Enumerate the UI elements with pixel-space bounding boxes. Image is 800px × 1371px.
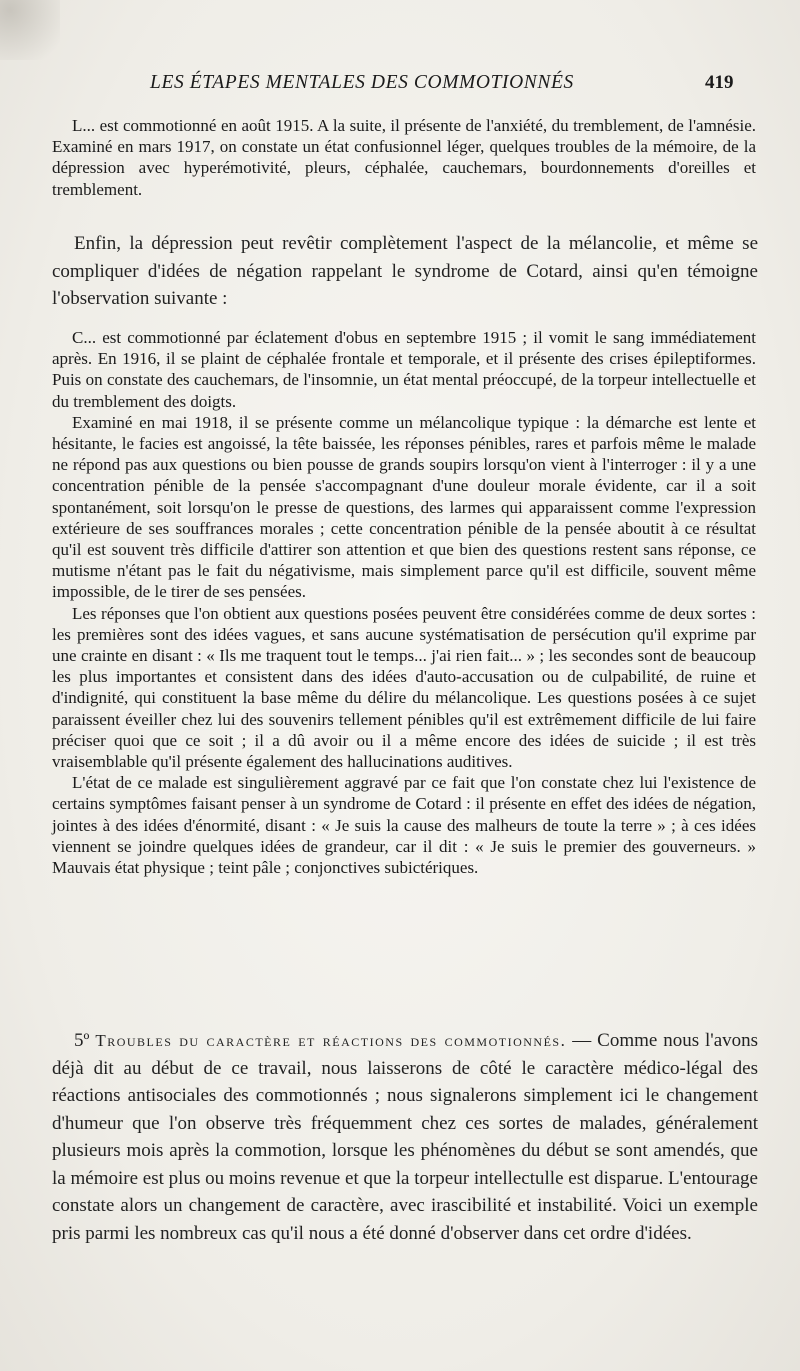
running-head	[0, 72, 800, 100]
section-number: 5º	[74, 1030, 90, 1051]
page-corner-smudge	[0, 0, 60, 60]
observation-c-paragraph-2: Examiné en mai 1918, il se présente comme un mélancolique typique : la démarche est lente et hésitante, le facies est angoissé, la tête baissée, les réponses pénibles, rares et parfois même le malade ne répond pas aux questions ou bien pousse de grands soupirs lorsqu'on vient à l'interroger : il y a une concentration pénible de la pensée s'accompagnant d'une douleur morale évidente, car il a soit spontanément, soit lorsqu'on le presse de questions, des larmes qui apparaissent comme l'expression extérieure de ses souffrances morales ; cette concentration pénible de la pensée aboutit à ce résultat qu'il est souvent très difficile d'attirer son attention et que bien des questions restent sans réponse, ce mutisme n'étant pas le fait du négativisme, mais simplement parce qu'il est difficile, souvent même impossible, de le tirer de ses pensées.	[52, 412, 756, 602]
observation-l	[52, 115, 756, 200]
observation-c-paragraph-1: C... est commotionné par éclatement d'obus en septembre 1915 ; il vomit le sang immédiatement après. En 1916, il se plaint de céphalée frontale et temporale, et il présente des crises épileptiformes. Puis on constate des cauchemars, de l'insomnie, un état mental préoccupé, de la torpeur intellectuelle et du tremblement des doigts.	[52, 328, 756, 411]
section-5	[52, 1027, 758, 1247]
section-body: Comme nous l'avons déjà dit au début de ce travail, nous laisserons de côté le caractère médico-légal des réactions antisociales des commotionnés ; nous signalerons simplement ici le changement d'humeur que l'on observe très fréquemment chez ces sortes de malades, généralement plusieurs mois après la commotion, lorsque les phénomènes du début se sont amendés, que la mémoire est plus ou moins revenue et que la torpeur intellectulle est disparue. L'entourage constate alors un changement de caractère, avec irascibilité et instabilité. Voici un exemple pris parmi les nombreux cas qu'il nous a été donné d'observer dans cet ordre d'idées.	[52, 1030, 759, 1244]
transition-paragraph-block	[52, 230, 758, 313]
running-title: LES ÉTAPES MENTALES DES COMMOTIONNÉS	[150, 72, 574, 93]
transition-paragraph: Enfin, la dépression peut revêtir complètement l'aspect de la mélancolie, et même se compliquer d'idées de négation rappelant le syndrome de Cotard, ainsi qu'en témoigne l'observation suivante :	[52, 233, 758, 309]
observation-l-paragraph: L... est commotionné en août 1915. A la suite, il présente de l'anxiété, du tremblement, de l'amnésie. Examiné en mars 1917, on constate un état confusionnel léger, quelques troubles de la mémoire, de la dépression avec hyperémotivité, pleurs, céphalée, cauchemars, bourdonnements d'oreilles et tremblement.	[52, 116, 756, 199]
section-dash: —	[572, 1030, 592, 1051]
section-5-paragraph	[52, 1027, 758, 1247]
observation-c-paragraph-3: Les réponses que l'on obtient aux questions posées peuvent être considérées comme de deux sortes : les premières sont des idées vagues, et sans aucune systématisation de persécution qu'il exprime par une crainte en disant : « Ils me traquent tout le temps... j'ai rien fait... » ; les secondes sont de beaucoup les plus importantes et consistent dans des idées d'auto-accusation ou de culpabilité, de ruine et d'indignité, qui constituent la base même du délire du mélancolique. Les questions posées à ce sujet paraissent éveiller chez lui des souvenirs tellement pénibles qu'il est extrêmement difficile de lui faire préciser quoi que ce soit ; il a dû avoir ou il a même encore des idées de suicide ; il est très vraisemblable qu'il présente également des hallucinations auditives.	[52, 603, 756, 772]
observation-c-paragraph-4: L'état de ce malade est singulièrement aggravé par ce fait que l'on constate chez lui l'existence de certains symptômes faisant penser à un syndrome de Cotard : il présente en effet des idées de négation, jointes à des idées d'énormité, disant : « Je suis la cause des malheurs de toute la terre » ; à ces idées viennent se joindre quelques idées de grandeur, car il dit : « Je suis le premier des gouverneurs. » Mauvais état physique ; teint pâle ; conjonctives subictériques.	[52, 773, 756, 878]
page-number: 419	[705, 72, 734, 93]
observation-c	[52, 327, 756, 878]
section-heading: Troubles du caractère et réactions des commotionnés.	[95, 1031, 567, 1050]
